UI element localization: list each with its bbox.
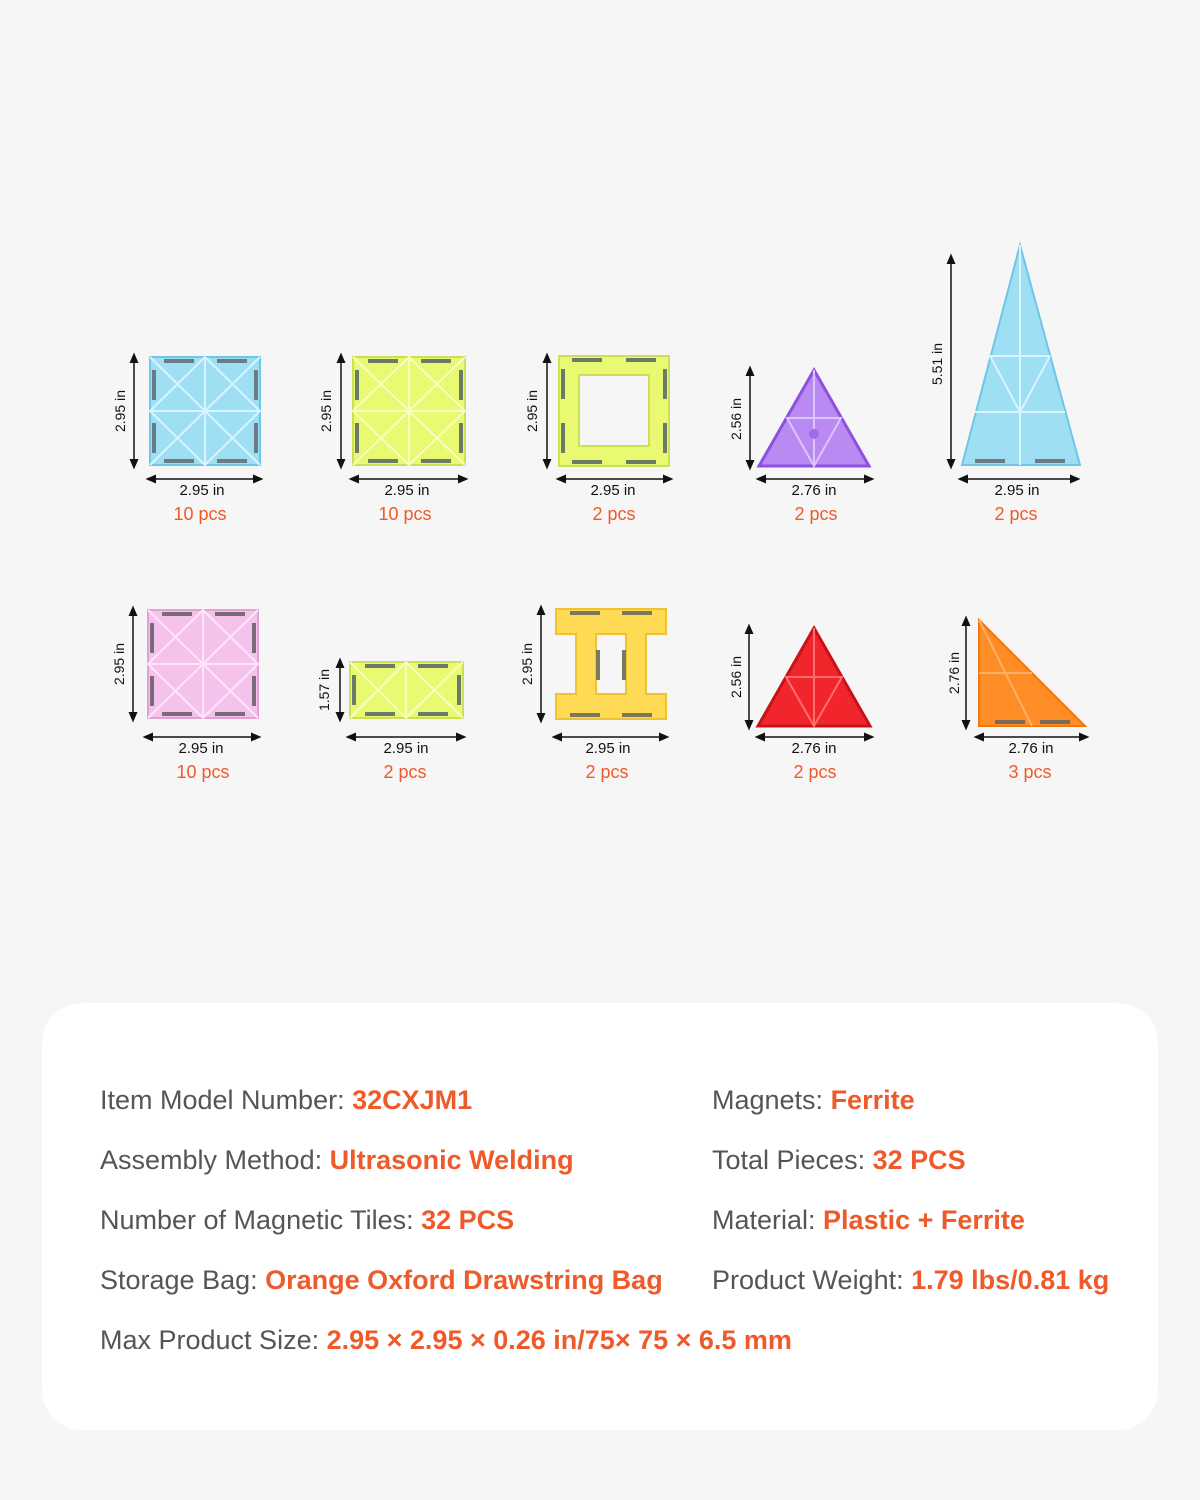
spec-label: Assembly Method:: [100, 1145, 330, 1175]
height-label: 5.51 in: [929, 342, 945, 386]
yellow-h-window-tile: [556, 609, 666, 719]
width-label: 2.95 in: [178, 740, 224, 757]
spec-value: 2.95 × 2.95 × 0.26 in/75× 75 × 6.5 mm: [326, 1325, 792, 1355]
lime-window-tile: [559, 356, 669, 466]
purple-triangle-tile: [759, 370, 869, 466]
count-label: 2 pcs: [793, 762, 837, 782]
spec-value: Ultrasonic Welding: [329, 1145, 574, 1175]
height-label: 2.56 in: [728, 397, 744, 441]
spec-value: 32 PCS: [421, 1205, 515, 1235]
height-label: 1.57 in: [316, 668, 332, 712]
count-label: 10 pcs: [176, 762, 230, 782]
spec-label: Total Pieces:: [712, 1145, 873, 1175]
spec-size: [100, 1325, 792, 1356]
pink-square-tile: [148, 610, 258, 718]
spec-label: Max Product Size:: [100, 1325, 327, 1355]
width-label: 2.95 in: [383, 740, 429, 757]
spec-value: Orange Oxford Drawstring Bag: [265, 1265, 663, 1295]
count-label: 3 pcs: [1008, 762, 1052, 782]
height-label: 2.95 in: [112, 389, 128, 433]
orange-right-triangle-tile: [979, 620, 1085, 726]
count-label: 2 pcs: [592, 504, 636, 524]
spec-label: Product Weight:: [712, 1265, 912, 1295]
spec-label: Magnets:: [712, 1085, 831, 1115]
spec-material: [712, 1205, 1025, 1236]
height-label: 2.56 in: [728, 655, 744, 699]
spec-value: Plastic + Ferrite: [823, 1205, 1025, 1235]
lime-square-tile: [353, 357, 465, 465]
width-label: 2.95 in: [384, 482, 430, 499]
count-label: 10 pcs: [173, 504, 227, 524]
spec-label: Storage Bag:: [100, 1265, 266, 1295]
width-label: 2.76 in: [791, 740, 837, 757]
lime-rectangle-tile: [350, 662, 463, 718]
spec-tiles: [100, 1205, 514, 1236]
spec-magnets: [712, 1085, 915, 1116]
height-label: 2.76 in: [946, 651, 962, 695]
height-label: 2.95 in: [524, 389, 540, 433]
blue-square-tile: [150, 357, 260, 465]
spec-assembly: [100, 1145, 574, 1176]
height-label: 2.95 in: [318, 389, 334, 433]
width-label: 2.95 in: [585, 740, 631, 757]
width-label: 2.76 in: [791, 482, 837, 499]
count-label: 2 pcs: [994, 504, 1038, 524]
spec-card: [42, 1003, 1158, 1430]
red-triangle-tile: [758, 628, 870, 726]
count-label: 2 pcs: [794, 504, 838, 524]
count-label: 2 pcs: [585, 762, 629, 782]
width-label: 2.76 in: [1008, 740, 1054, 757]
spec-value: 1.79 lbs/0.81 kg: [911, 1265, 1110, 1295]
width-label: 2.95 in: [994, 482, 1040, 499]
spec-value: 32CXJM1: [352, 1085, 473, 1115]
spec-label: Material:: [712, 1205, 824, 1235]
height-label: 2.95 in: [111, 642, 127, 686]
width-label: 2.95 in: [590, 482, 636, 499]
spec-total: [712, 1145, 966, 1176]
blue-tall-triangle-tile: [962, 245, 1080, 465]
count-label: 10 pcs: [378, 504, 432, 524]
spec-model: [100, 1085, 472, 1116]
spec-value: Ferrite: [830, 1085, 915, 1115]
spec-label: Item Model Number:: [100, 1085, 353, 1115]
count-label: 2 pcs: [383, 762, 427, 782]
spec-value: 32 PCS: [872, 1145, 966, 1175]
spec-bag: [100, 1265, 663, 1296]
height-label: 2.95 in: [519, 642, 535, 686]
spec-label: Number of Magnetic Tiles:: [100, 1205, 422, 1235]
width-label: 2.95 in: [179, 482, 225, 499]
spec-weight: [712, 1265, 1109, 1296]
